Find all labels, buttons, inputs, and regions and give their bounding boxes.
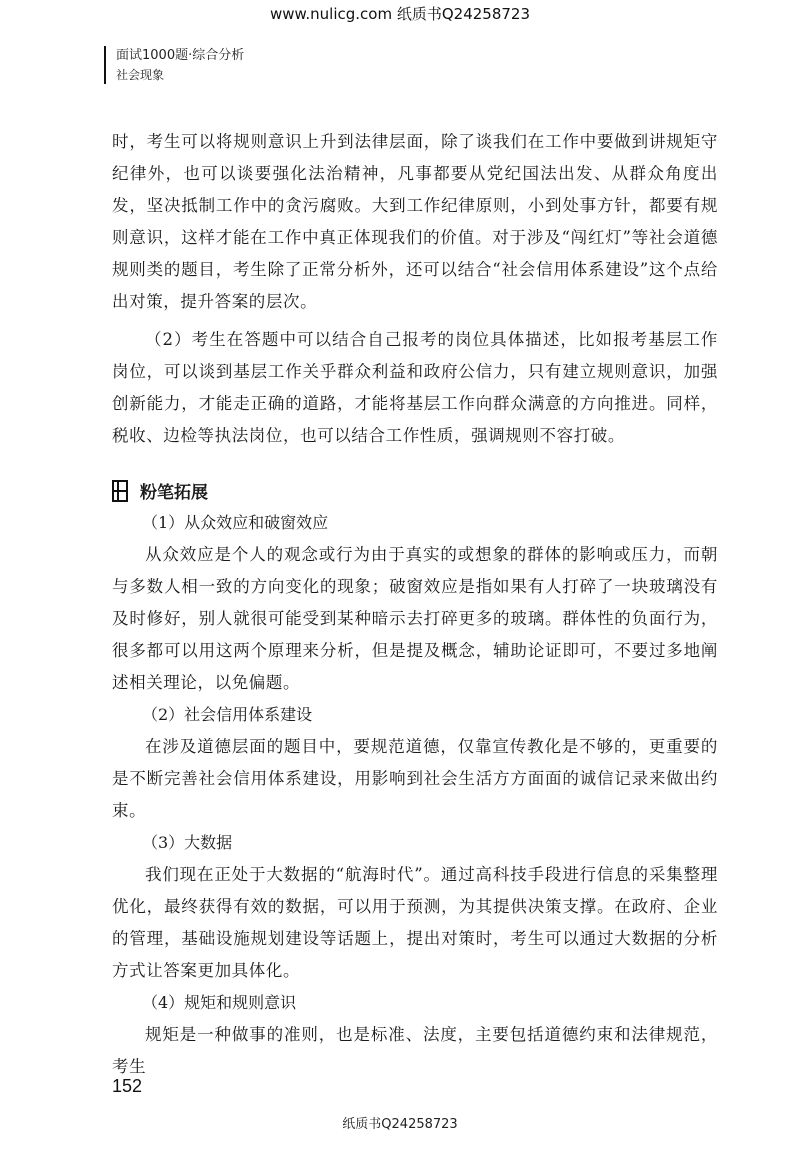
- page-number: 152: [112, 1076, 143, 1096]
- book-title: 面试1000题·综合分析: [116, 48, 245, 63]
- top-watermark: www.nulicg.com 纸质书Q24258723: [269, 5, 531, 23]
- extension-heading: [112, 478, 718, 503]
- extension-item-heading: （1）从众效应和破窗效应: [142, 513, 329, 532]
- paragraph-continued: 时，考生可以将规则意识上升到法律层面，除了谈我们在工作中要做到讲规矩守纪律外，也可以谈要强化法治精神，凡事都要从党纪国法出发、从群众角度出发，坚决抵制工作中的贪污腐败。大到工作纪律原则，小到处事方针，都要有规则意识，这样才能在工作中真正体现我们的价值。对于涉及“闯红灯”等社会道德规则类的题目，考生除了正常分析外，还可以结合“社会信用体系建设”这个点给出对策，提升答案的层次。: [112, 132, 718, 311]
- extension-item-heading: （2）社会信用体系建设: [142, 705, 313, 724]
- extension-item-body: 规矩是一种做事的准则，也是标准、法度，主要包括道德约束和法律规范，考生: [112, 1025, 718, 1076]
- extension-item-heading: （4）规矩和规则意识: [142, 993, 297, 1012]
- extension-item-body: 从众效应是个人的观念或行为由于真实的或想象的群体的影响或压力，而朝与多数人相一致的方向变化的现象；破窗效应是指如果有人打碎了一块玻璃没有及时修好，别人就很可能受到某种暗示去打碎更多的玻璃。群体性的负面行为，很多都可以用这两个原理来分析，但是提及概念，辅助论证即可，不要过多地阐述相关理论，以免偏题。: [112, 545, 718, 692]
- extension-item-body: 我们现在正处于大数据的“航海时代”。通过高科技手段进行信息的采集整理优化，最终获得有效的数据，可以用于预测，为其提供决策支撑。在政府、企业的管理，基础设施规划建设等话题上，提出对策时，考生可以通过大数据的分析方式让答案更加具体化。: [112, 865, 718, 980]
- bookmark-icon: [112, 480, 128, 502]
- section-title: 社会现象: [116, 68, 165, 82]
- extension-item-body: 在涉及道德层面的题目中，要规范道德，仅靠宣传教化是不够的，更重要的是不断完善社会信用体系建设，用影响到社会生活方方面面的诚信记录来做出约束。: [112, 737, 718, 820]
- running-head: [104, 46, 244, 84]
- paragraph-point-2: （2）考生在答题中可以结合自己报考的岗位具体描述，比如报考基层工作岗位，可以谈到基层工作关乎群众利益和政府公信力，只有建立规则意识，加强创新能力，才能走正确的道路，才能将基层工作向群众满意的方向推进。同样，税收、边检等执法岗位，也可以结合工作性质，强调规则不容打破。: [112, 330, 718, 445]
- page-content: [112, 126, 718, 1083]
- extension-item-heading: （3）大数据: [142, 833, 233, 852]
- bottom-watermark: 纸质书Q24258723: [342, 1117, 458, 1132]
- extension-title: 粉笔拓展: [140, 483, 208, 503]
